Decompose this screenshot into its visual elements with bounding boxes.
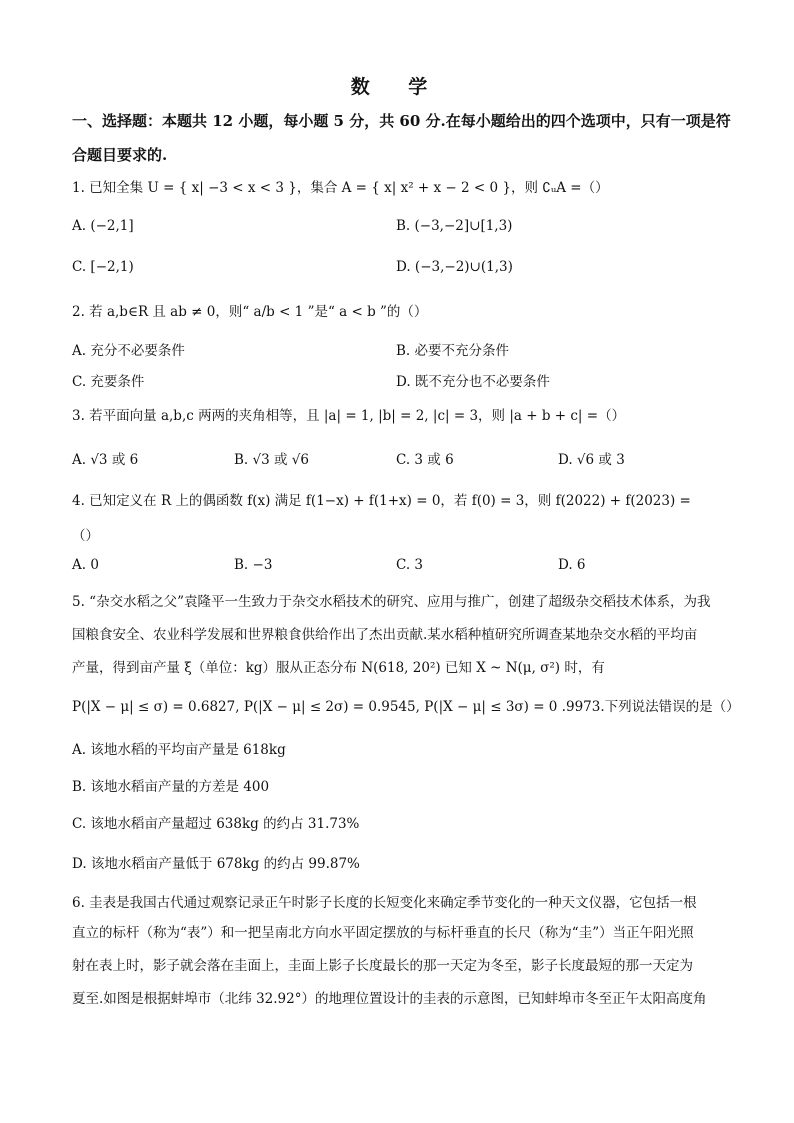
q5-option-b: B. 该地水稻亩产量的方差是 400 [72,779,270,795]
q6-line-1: 6. 圭表是我国古代通过观察记录正午时影子长度的长短变化来确定季节变化的一种天文仪器，它包括一根 [72,895,697,911]
q2-option-b: B. 必要不充分条件 [396,343,510,359]
q4-option-a: A. 0 [72,557,99,573]
q5-line-2: 国粮食安全、农业科学发展和世界粮食供给作出了杰出贡献.某水稻种植研究所调查某地杂交水稻的平均亩 [72,627,698,643]
q4-stem: 4. 已知定义在 R 上的偶函数 f(x) 满足 f(1−x) + f(1+x) = 0，若 f(0) = 3，则 f(2022) + f(2023) = [72,493,691,509]
q6-line-3: 射在表上时，影子就会落在圭面上，圭面上影子长度最长的那一天定为冬至，影子长度最短的那一天定为 [72,958,693,974]
q3-option-c: C. 3 或 6 [396,452,454,468]
q6-line-4: 夏至.如图是根据蚌埠市（北纬 32.92°）的地理位置设计的圭表的示意图，已知蚌埠市冬至正午太阳高度角 [72,991,707,1007]
q3-stem: 3. 若平面向量 a,b,c 两两的夹角相等，且 |a| = 1, |b| = 2, |c| = 3，则 |a + b + c| =（） [72,408,626,424]
q5-line-3: 产量，得到亩产量 ξ（单位：kg）服从正态分布 N(618, 20²) 已知 X ~ N(μ, σ²) 时，有 [72,660,605,676]
q5-line-1: 5. “杂交水稻之父”袁隆平一生致力于杂交水稻技术的研究、应用与推广，创建了超级杂交稻技术体系，为我 [72,594,711,610]
q5-option-c: C. 该地水稻亩产量超过 638kg 的约占 31.73% [72,816,360,832]
q5-line-4: P(|X − μ| ≤ σ) = 0.6827, P(|X − μ| ≤ 2σ) = 0.9545, P(|X − μ| ≤ 3σ) = 0 .9973.下列说法错误的是（） [72,699,740,715]
q1-stem: 1. 已知全集 U = { x| −3 < x < 3 }，集合 A = { x| x² + x − 2 < 0 }，则 ∁ᵤA =（） [72,180,609,196]
q1-option-d: D. (−3,−2)∪(1,3) [396,259,513,275]
q5-option-a: A. 该地水稻的平均亩产量是 618kg [72,742,286,758]
q4-stem-continuation: （） [72,528,99,544]
q5-option-d: D. 该地水稻亩产量低于 678kg 的约占 99.87% [72,856,360,872]
q3-option-d: D. √6 或 3 [558,452,625,468]
q2-stem: 2. 若 a,b∈R 且 ab ≠ 0，则“ a/b < 1 ”是“ a < b ”的（） [72,304,428,320]
q4-option-d: D. 6 [558,557,586,573]
q3-option-a: A. √3 或 6 [72,452,139,468]
page-title: 数 学 [350,76,444,98]
q1-option-a: A. (−2,1] [72,218,134,234]
q1-option-c: C. [−2,1) [72,259,134,275]
q2-option-d: D. 既不充分也不必要条件 [396,374,550,390]
q2-option-c: C. 充要条件 [72,374,145,390]
section-heading: 一、选择题：本题共 12 小题，每小题 5 分，共 60 分.在每小题给出的四个选项中，只有一项是符合题目要求的. [72,112,731,164]
q4-option-b: B. −3 [234,557,273,573]
q3-option-b: B. √3 或 √6 [234,452,309,468]
q6-line-2: 直立的标杆（称为“表”）和一把呈南北方向水平固定摆放的与标杆垂直的长尺（称为“圭”）当正午阳光照 [72,925,694,941]
q1-option-b: B. (−3,−2]∪[1,3) [396,218,513,234]
q4-option-c: C. 3 [396,557,424,573]
q2-option-a: A. 充分不必要条件 [72,343,185,359]
